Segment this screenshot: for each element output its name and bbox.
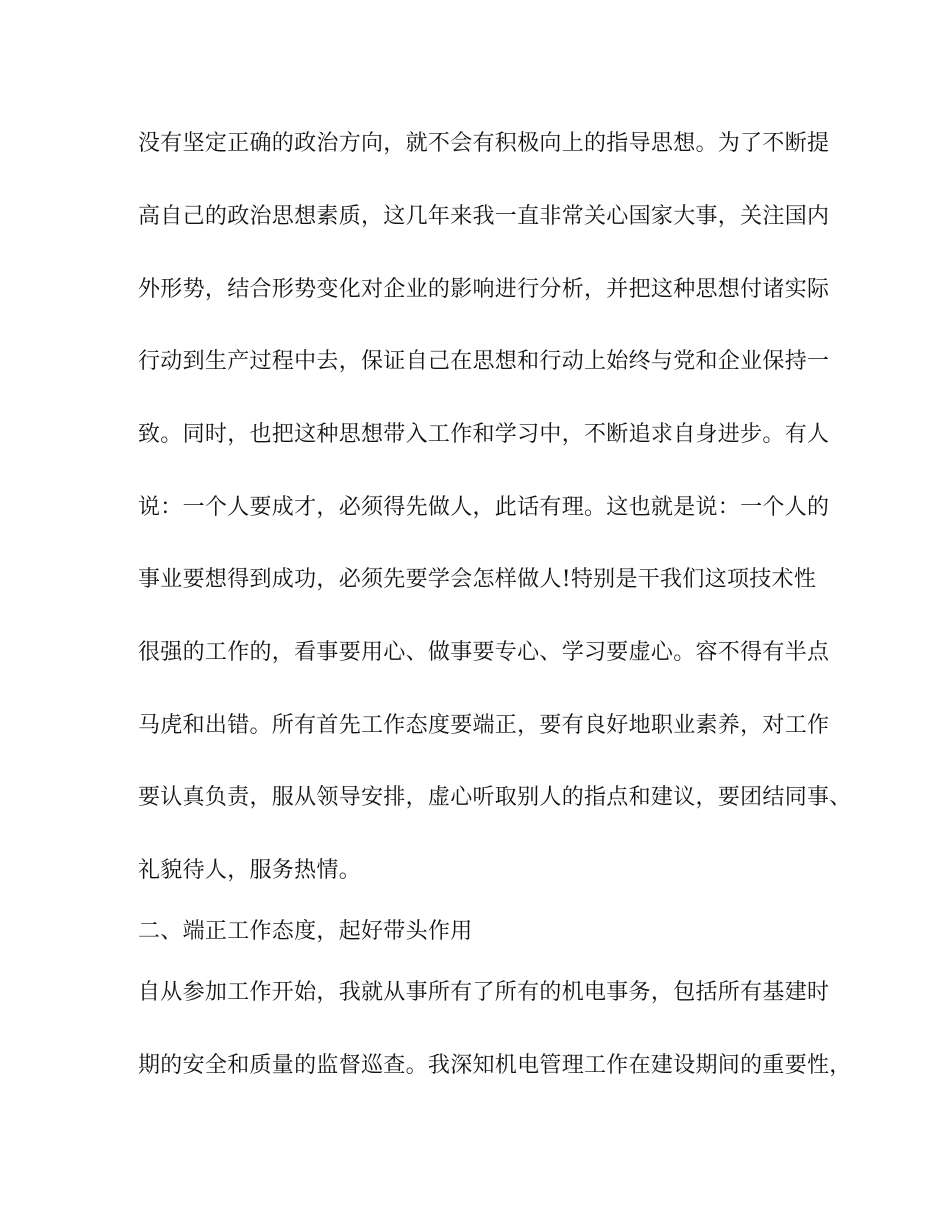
section-heading: 二、端正工作态度，起好带头作用 bbox=[138, 919, 473, 944]
paragraph-line: 没有坚定正确的政治方向，就不会有积极向上的指导思想。为了不断提 bbox=[138, 131, 830, 156]
paragraph-line: 高自己的政治思想素质，这几年来我一直非常关心国家大事，关注国内 bbox=[138, 204, 830, 229]
paragraph-line: 事业要想得到成功，必须先要学会怎样做人!特别是干我们这项技术性 bbox=[138, 567, 817, 592]
paragraph-line: 自从参加工作开始，我就从事所有了所有的机电事务，包括所有基建时 bbox=[138, 980, 830, 1005]
paragraph-line: 行动到生产过程中去，保证自己在思想和行动上始终与党和企业保持一 bbox=[138, 349, 830, 374]
paragraph-line: 马虎和出错。所有首先工作态度要端正，要有良好地职业素养，对工作 bbox=[138, 713, 830, 738]
paragraph-line: 要认真负责，服从领导安排，虚心听取别人的指点和建议，要团结同事、 bbox=[138, 785, 852, 810]
paragraph-line: 很强的工作的，看事要用心、做事要专心、学习要虚心。容不得有半点 bbox=[138, 640, 830, 665]
paragraph-line: 外形势，结合形势变化对企业的影响进行分析，并把这种思想付诸实际 bbox=[138, 277, 830, 302]
paragraph-line: 致。同时，也把这种思想带入工作和学习中，不断追求自身进步。有人 bbox=[138, 422, 830, 447]
paragraph-line: 礼貌待人，服务热情。 bbox=[138, 858, 362, 883]
paragraph-line: 说：一个人要成才，必须得先做人，此话有理。这也就是说：一个人的 bbox=[138, 495, 830, 520]
paragraph-line: 期的安全和质量的监督巡查。我深知机电管理工作在建设期间的重要性， bbox=[138, 1053, 852, 1078]
